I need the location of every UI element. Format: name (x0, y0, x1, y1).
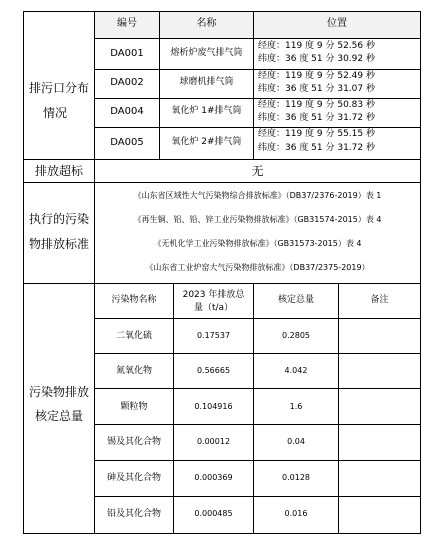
exceed-label: 排放超标 (34, 164, 83, 178)
outlet-id: DA002 (110, 77, 144, 88)
pollutant-emission: 0.17537 (196, 331, 231, 340)
outlet-latitude: 纬度：36 度 51 分 31.72 秒 (258, 113, 375, 123)
pollutant-name: 砷及其化合物 (106, 473, 161, 483)
rule (23, 533, 420, 534)
rule (94, 388, 420, 389)
pollutant-approved: 0.2805 (282, 331, 310, 340)
rule (420, 11, 421, 534)
outlet-section-label-2: 情况 (42, 106, 67, 120)
rule (23, 159, 420, 160)
pollutant-name: 氮氧化物 (115, 366, 152, 376)
standard-line: 《山东省区域性大气污染物综合排放标准》（DB37/2376-2019）表 1 (133, 191, 382, 200)
header-name: 名称 (196, 18, 217, 29)
header-emission-1: 2023 年排放总 (182, 290, 245, 300)
header-pollutant: 污染物名称 (111, 295, 157, 305)
standard-line: 《山东省工业炉窑大气污染物排放标准》（DB37/2375-2019） (145, 263, 370, 272)
rule (94, 318, 420, 319)
outlet-latitude: 纬度：36 度 51 分 31.07 秒 (258, 84, 375, 94)
outlet-longitude: 经度：119 度 9 分 52.56 秒 (258, 41, 375, 51)
header-location: 位置 (327, 18, 347, 29)
header-approved: 核定总量 (277, 295, 314, 305)
header-remark: 备注 (370, 295, 389, 305)
exceed-value: 无 (251, 164, 264, 178)
standards-label-2: 物排放标准 (28, 237, 89, 251)
rule (338, 283, 339, 533)
outlet-longitude: 经度：119 度 9 分 50.83 秒 (258, 100, 375, 110)
outlet-latitude: 纬度：36 度 51 分 31.72 秒 (258, 143, 375, 153)
pollutant-approved: 0.016 (284, 509, 308, 518)
rule (253, 11, 254, 159)
rule (23, 11, 420, 12)
outlet-id: DA004 (110, 106, 144, 117)
rule (23, 283, 420, 284)
pollutant-emission: 0.56665 (196, 366, 231, 375)
pollutant-approved: 4.042 (284, 366, 308, 375)
rule (23, 182, 420, 183)
outlet-section-label-1: 排污口分布 (28, 81, 89, 95)
standard-line: 《再生铜、铝、铅、锌工业污染物排放标准》（GB31574-2015）表 4 (133, 215, 382, 224)
outlet-id: DA001 (110, 48, 144, 59)
rule (94, 127, 420, 128)
standard-line: 《无机化学工业污染物排放标准》（GB31573-2015）表 4 (153, 239, 362, 248)
outlet-name: 球磨机排气筒 (179, 77, 234, 87)
pollutant-approved: 0.04 (287, 437, 305, 446)
outlet-name: 氧化炉 1#排气筒 (171, 106, 242, 116)
outlet-id: DA005 (110, 137, 144, 148)
pollutant-emission: 0.000369 (194, 473, 233, 482)
standards-label-1: 执行的污染 (28, 212, 89, 226)
pollutant-emission: 0.00012 (196, 437, 231, 446)
outlet-name: 氧化炉 2#排气筒 (171, 137, 242, 147)
header-id: 编号 (117, 18, 137, 29)
outlet-longitude: 经度：119 度 9 分 52.49 秒 (258, 71, 375, 81)
rule (94, 460, 420, 461)
pollutant-name: 锡及其化合物 (106, 437, 161, 447)
pollutant-approved: 0.0128 (282, 473, 310, 482)
pollutant-approved: 1.6 (289, 402, 303, 411)
rule (94, 98, 420, 99)
rule (94, 353, 420, 354)
header-emission-2: 量（t/a） (193, 303, 234, 313)
rule (94, 496, 420, 497)
outlet-longitude: 经度：119 度 9 分 55.15 秒 (258, 129, 375, 139)
outlet-name: 熔析炉废气排气筒 (170, 48, 243, 58)
pollutant-emission: 0.104916 (194, 402, 233, 411)
pollutant-name: 二氧化硫 (115, 331, 152, 341)
rule (94, 69, 420, 70)
rule (94, 38, 420, 39)
totals-label-2: 核定总量 (34, 409, 83, 423)
outlet-latitude: 纬度：36 度 51 分 30.92 秒 (258, 54, 375, 64)
rule (94, 424, 420, 425)
pollutant-emission: 0.000485 (194, 509, 233, 518)
pollutant-name: 颗粒物 (120, 402, 148, 412)
pollutant-name: 铅及其化合物 (106, 509, 161, 519)
totals-label-1: 污染物排放 (28, 385, 89, 399)
